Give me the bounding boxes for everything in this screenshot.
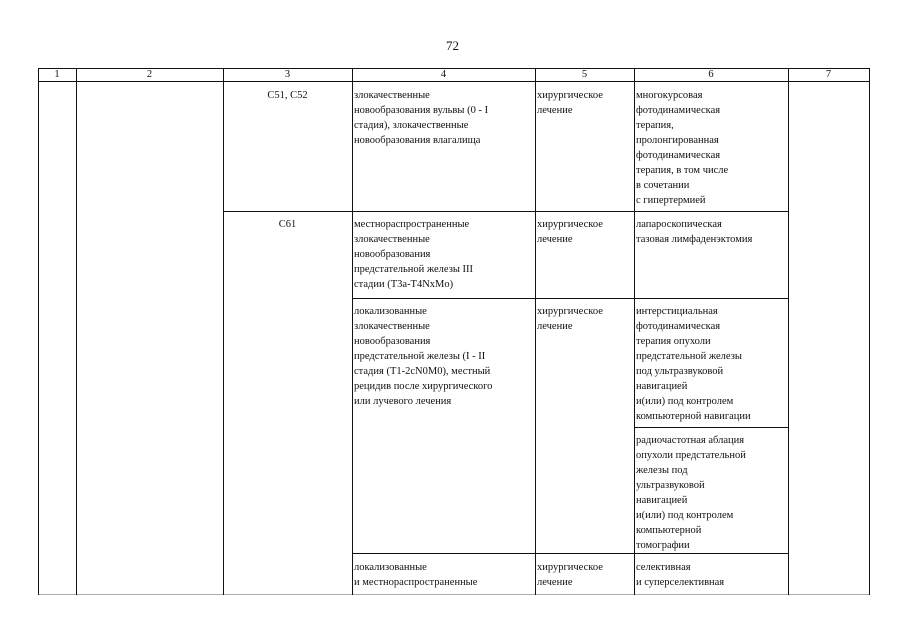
table-cell-treatment: хирургическое лечение [537, 306, 603, 332]
table-cell-condition: местнораспространенные злокачественные новообразования предстательной железы III стадии (T3a-T4NxMo) [354, 219, 474, 290]
row-divider [223, 211, 788, 212]
column-header: 4 [440, 69, 447, 80]
column-header: 6 [708, 69, 714, 80]
table-cell-method: многокурсовая фотодинамическая терапия, пролонгированная фотодинамическая терапия, в том числе в сочетании с гипертермией [636, 90, 729, 206]
column-divider [788, 68, 789, 595]
column-divider [223, 68, 224, 595]
header-bottom-border [38, 81, 870, 82]
table-left-border [38, 68, 39, 595]
table-cell-treatment: хирургическое лечение [537, 90, 603, 116]
table-cell-method: интерстициальная фотодинамическая терапия опухоли предстательной железы под ультразвуковой навигацией и(или) под контролем компьютерной навигации [636, 306, 751, 422]
row-divider [634, 427, 788, 428]
table-cell-code: C51, C52 [267, 90, 308, 101]
column-header: 3 [284, 69, 291, 80]
table-cell-condition: локализованные злокачественные новообразования предстательной железы (I - II стадия (T1-2cN0M0), местный рецидив после хирургического или лучевого лечения [354, 306, 493, 407]
row-divider [352, 298, 788, 299]
column-divider [76, 68, 77, 595]
table-cell-treatment: хирургическое лечение [537, 562, 603, 588]
table-cell-condition: злокачественные новообразования вульвы (0 - I стадия), злокачественные новообразования влагалища [354, 90, 489, 146]
table-cell-condition: локализованные и местнораспространенные [354, 562, 478, 588]
table-cell-method: лапароскопическая тазовая лимфаденэктомия [636, 219, 753, 245]
table-bottom-edge [38, 594, 870, 595]
table-cell-treatment: хирургическое лечение [537, 219, 603, 245]
column-header: 5 [581, 69, 588, 80]
column-header: 2 [146, 69, 153, 80]
row-divider [352, 553, 788, 554]
table-right-border [869, 68, 870, 595]
table-cell-code: C61 [278, 219, 297, 230]
column-header: 1 [54, 69, 60, 80]
table-cell-method: радиочастотная аблация опухоли предстательной железы под ультразвуковой навигацией и(или) под контролем компьютерной томографии [636, 435, 746, 551]
table-cell-method: селективная и суперселективная [636, 562, 725, 588]
column-header: 7 [825, 69, 832, 80]
page-number: 72 [446, 38, 459, 53]
